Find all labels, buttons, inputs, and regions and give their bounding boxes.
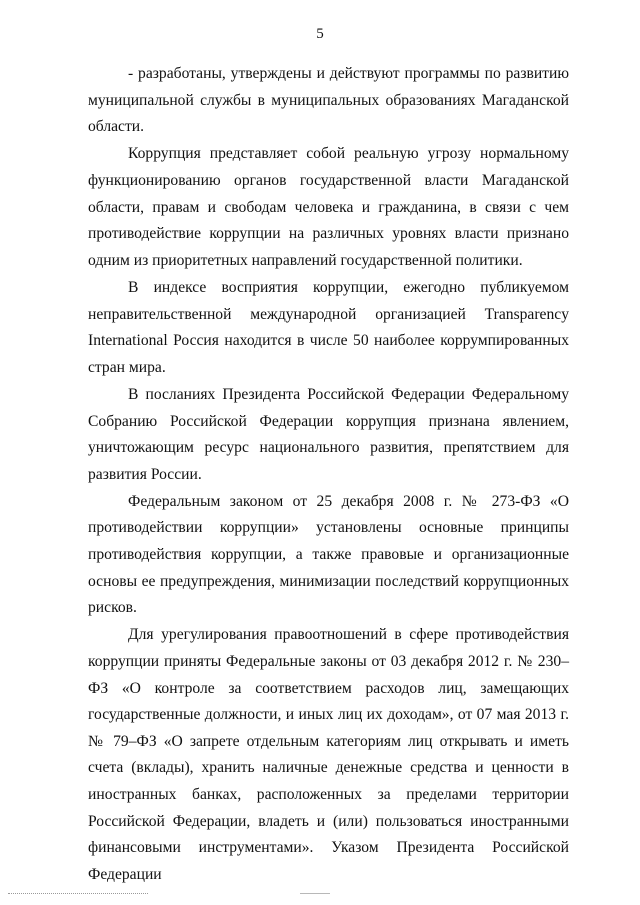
paragraph-corruption-threat: Коррупция представляет собой реальную угрозу нормальному функционированию органов государственной власти Магаданской области, правам и свободам человека и гражданина, в связи с чем противодействие коррупции на различных уровнях власти признано одним из приоритетных направлений государственной политики. <box>88 145 569 269</box>
paragraph-president-messages: В посланиях Президента Российской Федерации Федеральному Собранию Российской Федерации коррупция признана явлением, уничтожающим ресурс национального развития, препятствием для развития России. <box>88 385 569 483</box>
bottom-dotted-rule <box>8 893 148 894</box>
paragraph-federal-laws-230-79: Для урегулирования правоотношений в сфере противодействия коррупции приняты Федеральные законы от 03 декабря 2012 г. № 230–ФЗ «О контроле за соответствием расходов лиц, замещающих государственные должности, и иных лиц их доходам», от 07 мая 2013 г. № 79–ФЗ «О запрете отдельным категориям лиц открывать и иметь счета (вклады), хранить наличные денежные средства и ценности в иностранных банках, расположенных за пределами территории Российской Федерации, владеть и (или) пользоваться иностранными финансовыми инструментами». Указом Президента Российской Федерации <box>88 626 569 883</box>
paragraph-federal-law-273: Федеральным законом от 25 декабря 2008 г. № 273-ФЗ «О противодействии коррупции» установлены основные принципы противодействия коррупции, а также правовые и организационные основы ее предупреждения, минимизации последствий коррупционных рисков. <box>88 492 569 617</box>
paragraph-corruption-index: В индексе восприятия коррупции, ежегодно публикуемом неправительственной международной организацией Transparency International Россия находится в числе 50 наиболее коррумпированных стран мира. <box>88 278 569 376</box>
bottom-short-rule <box>300 893 330 894</box>
body-text <box>88 61 569 889</box>
paragraph-programs: - разработаны, утверждены и действуют программы по развитию муниципальной службы в муниципальных образованиях Магаданской области. <box>88 65 569 136</box>
page-number: 5 <box>316 26 324 42</box>
